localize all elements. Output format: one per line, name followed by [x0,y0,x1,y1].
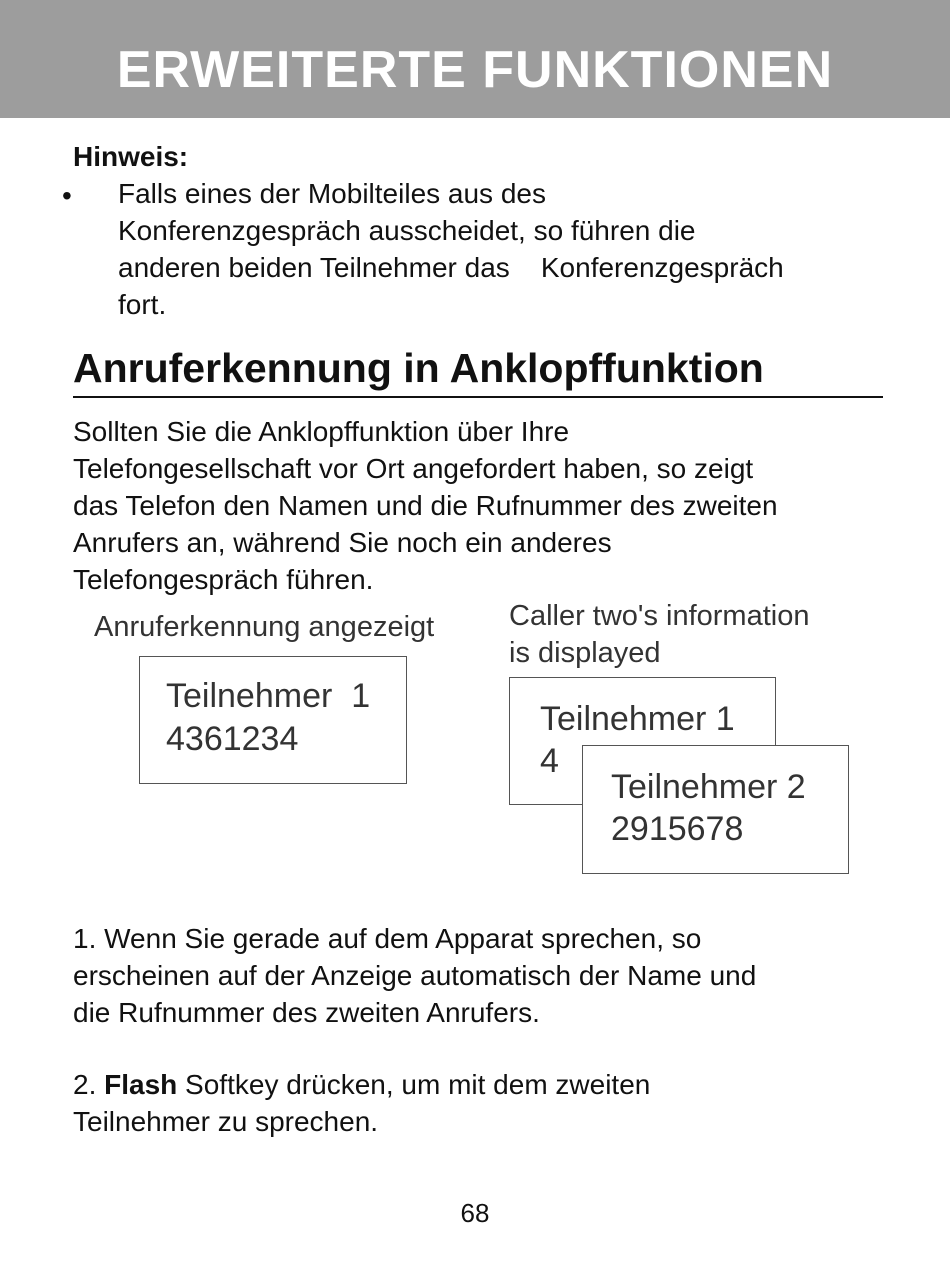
display-screen-first-caller [139,656,407,784]
screen-number-line: 2915678 [611,810,744,848]
page-number: 68 [460,1198,490,1228]
step-2 [73,1066,650,1140]
caption-right [509,598,809,672]
section-intro [73,413,778,598]
step-line: erscheinen auf der Anzeige automatisch der Name und [73,960,757,991]
step-line: Teilnehmer zu sprechen. [73,1106,379,1137]
step-number: 2. [73,1069,105,1100]
note-line: Konferenzgespräch ausscheidet, so führen die [118,215,696,246]
display-screen-second-caller [582,745,849,874]
screen-name-line: Teilnehmer 2 [611,768,806,806]
screen-name-line: Teilnehmer 1 [166,677,371,715]
note-line: fort. [118,289,167,320]
step-line: 1. Wenn Sie gerade auf dem Apparat sprechen, so [73,923,702,954]
note-line: Falls eines der Mobilteiles aus des [118,178,546,209]
flash-key-label: Flash [104,1069,178,1100]
screen-number-line: 4 [540,742,559,780]
intro-line: Telefongesellschaft vor Ort angefordert haben, so zeigt [73,453,754,484]
intro-line: Sollten Sie die Anklopffunktion über Ihre [73,416,570,447]
bullet-icon: • [62,180,72,211]
step-text: Softkey drücken, um mit dem zweiten [177,1069,651,1100]
step-line: die Rufnummer des zweiten Anrufers. [73,997,540,1028]
section-heading: Anruferkennung in Anklopffunktion [73,345,764,391]
intro-line: das Telefon den Namen und die Rufnummer des zweiten [73,490,778,521]
screen-number-line: 4361234 [166,720,299,758]
caption-right-line: Caller two's information [509,600,810,632]
section-divider [73,396,883,398]
screen-name-line: Teilnehmer 1 [540,700,735,738]
note-label: Hinweis: [73,141,189,172]
page-title: ERWEITERTE FUNKTIONEN [116,41,834,99]
step-line [73,1066,650,1103]
step-1 [73,920,756,1031]
caption-right-line: is displayed [509,637,661,669]
caption-left: Anruferkennung angezeigt [94,611,435,643]
note-bullet-text [118,175,784,323]
note-line: anderen beiden Teilnehmer das Konferenzgespräch [118,252,784,283]
intro-line: Telefongespräch führen. [73,564,374,595]
intro-line: Anrufers an, während Sie noch ein anderes [73,527,612,558]
